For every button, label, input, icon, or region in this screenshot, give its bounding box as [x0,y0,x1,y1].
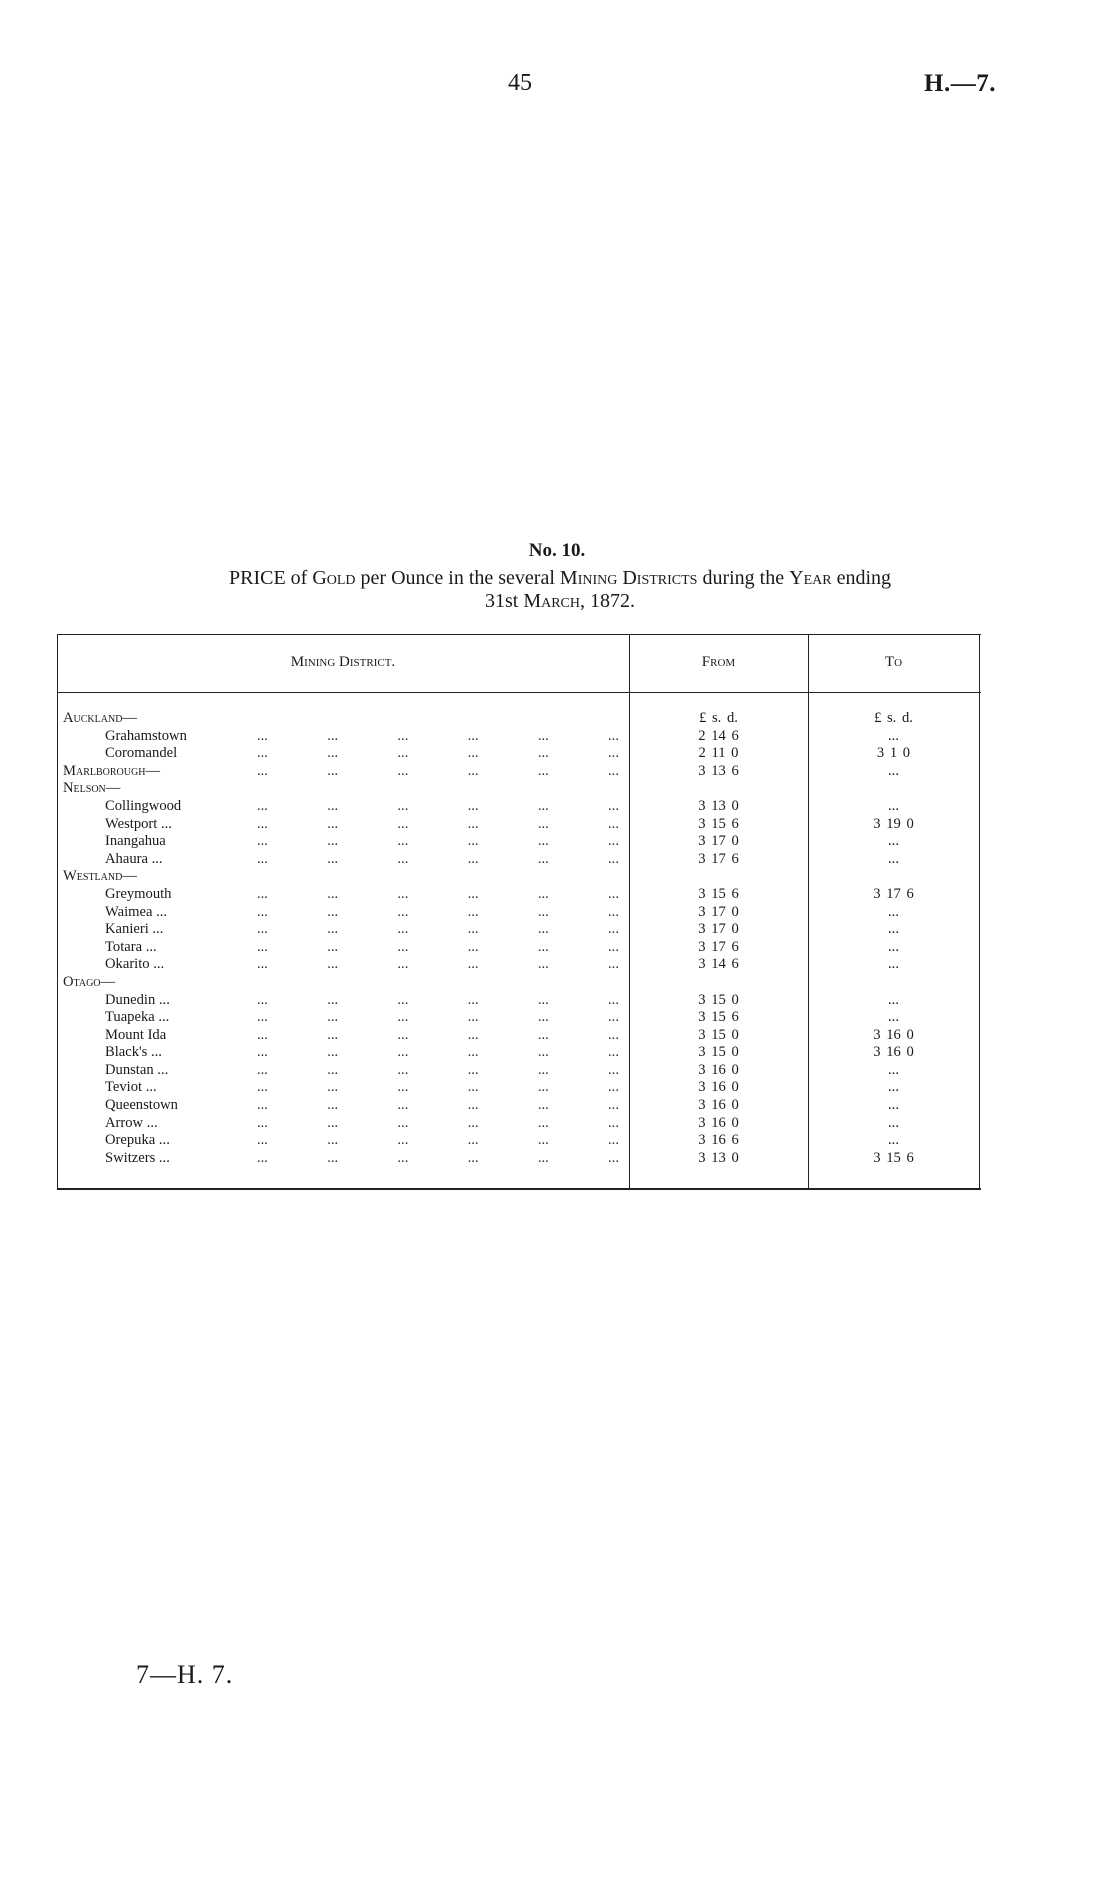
dot-leader: ... [537,815,549,832]
dot-leader: ... [397,1114,409,1131]
dot-leader: ... [467,1079,479,1096]
title-part: per Ounce in the several [355,567,560,589]
dot-leader: ... [467,1009,479,1026]
table-row [57,1009,981,1027]
dot-leader: ... [257,903,268,920]
dot-leader: ... [257,1044,268,1061]
dot-leader: ... [608,1097,619,1114]
dot-leader: ... [397,762,409,779]
price-from: 3 16 0 [698,1114,739,1131]
dot-leader: ... [537,903,549,920]
price-from: 3 17 0 [698,921,739,938]
dot-leader: ... [537,1009,549,1026]
dot-leader: ... [537,885,549,902]
dot-leader: ... [467,1061,479,1078]
district-name: Ahaura ... [105,850,163,867]
district-name: Dunedin ... [105,991,170,1008]
dot-leaders [257,1009,619,1027]
dot-leader: ... [397,1044,409,1061]
dot-leader: ... [257,745,268,762]
region-name: Westland— [63,868,137,885]
dot-leaders [257,1079,619,1097]
dot-leader: ... [467,991,479,1008]
dot-leader: ... [537,745,549,762]
district-name: Westport ... [105,815,172,832]
dot-leader: ... [608,1079,619,1096]
dot-leader: ... [327,762,339,779]
price-to: ... [888,762,899,779]
table-row [57,886,981,904]
dot-leader: ... [537,1079,549,1096]
table-row [57,868,981,886]
table-row [57,1044,981,1062]
dot-leaders [257,851,619,869]
dot-leader: ... [608,762,619,779]
price-from: 3 15 0 [698,1044,739,1061]
table-body [57,710,981,1167]
dot-leader: ... [327,921,339,938]
table-number: No. 10. [528,540,586,561]
table-row [57,1027,981,1045]
dot-leader: ... [327,885,339,902]
district-name: Teviot ... [105,1079,157,1096]
table-row [57,1132,981,1150]
dot-leaders [257,816,619,834]
price-from: 3 17 0 [698,833,739,850]
dot-leaders [257,1027,619,1045]
table-top-rule [57,634,981,635]
dot-leaders [257,1150,619,1168]
price-to: ... [888,991,899,1008]
title-part: March [523,590,581,612]
footer-signature: 7—H. 7. [136,1660,234,1689]
dot-leader: ... [467,833,479,850]
dot-leader: ... [257,1149,268,1166]
dot-leader: ... [467,727,479,744]
table-row [57,1062,981,1080]
price-to: 3 19 0 [873,815,914,832]
table-row [57,851,981,869]
dot-leader: ... [608,1061,619,1078]
district-name: Waimea ... [105,903,168,920]
dot-leader: ... [327,1097,339,1114]
district-name: Totara ... [105,938,157,955]
dot-leader: ... [257,956,268,973]
price-from: 3 16 0 [698,1061,739,1078]
dot-leader: ... [608,1114,619,1131]
dot-leader: ... [257,1097,268,1114]
dot-leaders [257,745,619,763]
table-row [57,1150,981,1168]
dot-leader: ... [397,903,409,920]
column-header-to: To [884,654,903,670]
dot-leader: ... [608,921,619,938]
dot-leader: ... [327,745,339,762]
table-row [57,974,981,992]
district-name: Queenstown [105,1097,178,1114]
dot-leader: ... [608,850,619,867]
dot-leaders [257,1044,619,1062]
district-name: Dunstan ... [105,1061,169,1078]
dot-leader: ... [608,903,619,920]
district-name: Switzers ... [105,1149,170,1166]
dot-leader: ... [327,1026,339,1043]
dot-leader: ... [537,1026,549,1043]
dot-leader: ... [608,1149,619,1166]
title-part: PRICE of [228,567,313,589]
dot-leader: ... [537,921,549,938]
price-to: ... [888,903,899,920]
district-name: Grahamstown [105,727,187,744]
dot-leader: ... [257,797,268,814]
table-row [57,956,981,974]
table-row [57,992,981,1010]
dot-leader: ... [327,956,339,973]
table-row [57,745,981,763]
dot-leader: ... [608,727,619,744]
price-to: ... [888,1079,899,1096]
table-row [57,1079,981,1097]
dot-leader: ... [537,833,549,850]
dot-leader: ... [397,1079,409,1096]
dot-leaders [257,833,619,851]
dot-leader: ... [537,850,549,867]
dot-leader: ... [608,1009,619,1026]
dot-leaders [257,798,619,816]
price-to: ... [888,1132,899,1149]
table-row [57,904,981,922]
title-part: Mining Districts [559,567,698,589]
table-row [57,780,981,798]
dot-leader: ... [397,850,409,867]
dot-leader: ... [327,938,339,955]
dot-leader: ... [397,1061,409,1078]
dot-leader: ... [608,1026,619,1043]
price-to: ... [888,833,899,850]
price-from: £ s. d. [699,710,738,726]
dot-leader: ... [537,956,549,973]
dot-leader: ... [257,938,268,955]
dot-leader: ... [608,885,619,902]
price-to: 3 17 6 [873,885,914,902]
dot-leader: ... [467,1097,479,1114]
price-to: 3 1 0 [876,745,911,762]
region-name: Nelson— [63,780,121,797]
price-from: 3 13 0 [698,1149,739,1166]
dot-leader: ... [257,1061,268,1078]
table-header-rule [57,692,981,693]
price-from: 3 15 0 [698,1026,739,1043]
dot-leader: ... [467,956,479,973]
title-part: Gold [312,567,356,589]
dot-leader: ... [608,1044,619,1061]
dot-leader: ... [397,1009,409,1026]
dot-leader: ... [537,727,549,744]
district-name: Collingwood [105,797,182,814]
dot-leader: ... [257,815,268,832]
dot-leader: ... [327,727,339,744]
dot-leader: ... [537,1061,549,1078]
dot-leader: ... [257,850,268,867]
price-to: ... [888,921,899,938]
price-from: 3 13 0 [698,797,739,814]
dot-leader: ... [608,815,619,832]
price-from: 3 16 0 [698,1079,739,1096]
dot-leaders [257,886,619,904]
dot-leader: ... [537,991,549,1008]
price-to: ... [888,797,899,814]
table-row [57,728,981,746]
dot-leader: ... [397,745,409,762]
table-row [57,816,981,834]
title-part: 31st [484,590,524,612]
district-name: Greymouth [105,885,172,902]
dot-leader: ... [397,727,409,744]
dot-leaders [257,763,619,781]
price-to: 3 16 0 [873,1026,914,1043]
dot-leader: ... [257,885,268,902]
price-to: £ s. d. [874,710,913,726]
dot-leader: ... [397,815,409,832]
dot-leaders [257,1062,619,1080]
table-row [57,921,981,939]
price-from: 3 15 6 [698,1009,739,1026]
dot-leader: ... [257,833,268,850]
district-name: Mount Ida [105,1026,167,1043]
dot-leader: ... [327,1149,339,1166]
dot-leader: ... [257,921,268,938]
dot-leader: ... [327,1132,339,1149]
price-from: 3 13 6 [698,762,739,779]
dot-leaders [257,956,619,974]
price-from: 3 14 6 [698,956,739,973]
price-to: 3 16 0 [873,1044,914,1061]
dot-leader: ... [467,903,479,920]
dot-leader: ... [397,797,409,814]
dot-leader: ... [327,903,339,920]
dot-leader: ... [327,833,339,850]
title-part: ending [831,567,892,589]
dot-leader: ... [608,745,619,762]
district-name: Inangahua [105,833,166,850]
district-name: Black's ... [105,1044,162,1061]
dot-leader: ... [608,991,619,1008]
dot-leaders [257,728,619,746]
table-row [57,763,981,781]
dot-leader: ... [608,938,619,955]
price-from: 3 17 6 [698,850,739,867]
dot-leader: ... [397,938,409,955]
district-name: Coromandel [105,745,178,762]
price-to: ... [888,727,899,744]
dot-leader: ... [537,1114,549,1131]
page-number: 45 [508,70,532,96]
dot-leaders [257,1115,619,1133]
dot-leader: ... [327,797,339,814]
dot-leaders [257,992,619,1010]
price-from: 3 17 6 [698,938,739,955]
title-part: Year [789,567,832,589]
dot-leader: ... [257,727,268,744]
dot-leader: ... [327,1009,339,1026]
dot-leader: ... [327,991,339,1008]
price-to: ... [888,1114,899,1131]
table-row [57,833,981,851]
table-row [57,1115,981,1133]
dot-leaders [257,904,619,922]
price-to: ... [888,1097,899,1114]
dot-leader: ... [537,1097,549,1114]
dot-leader: ... [467,1044,479,1061]
dot-leader: ... [467,762,479,779]
dot-leader: ... [257,1132,268,1149]
title-part: during the [697,567,790,589]
district-name: Kanieri ... [105,921,164,938]
dot-leader: ... [327,1061,339,1078]
dot-leader: ... [608,797,619,814]
price-from: 3 16 6 [698,1132,739,1149]
price-to: ... [888,850,899,867]
dot-leader: ... [537,1044,549,1061]
dot-leader: ... [327,1114,339,1131]
price-to: ... [888,938,899,955]
district-name: Okarito ... [105,956,165,973]
dot-leader: ... [397,1132,409,1149]
dot-leader: ... [537,1149,549,1166]
dot-leader: ... [257,1114,268,1131]
dot-leader: ... [467,797,479,814]
district-name: Arrow ... [105,1114,158,1131]
price-from: 3 15 0 [698,991,739,1008]
price-from: 3 17 0 [698,903,739,920]
region-name: Otago— [63,973,116,990]
dot-leader: ... [537,938,549,955]
price-to: 3 15 6 [873,1149,914,1166]
column-header-from: From [701,654,736,670]
price-to: ... [888,1009,899,1026]
dot-leader: ... [257,762,268,779]
dot-leader: ... [397,956,409,973]
price-from: 3 15 6 [698,815,739,832]
gold-price-table [57,634,981,1190]
dot-leader: ... [537,797,549,814]
table-row [57,710,981,728]
column-header-district: Mining District. [290,654,396,670]
dot-leader: ... [467,1149,479,1166]
dot-leader: ... [467,938,479,955]
dot-leader: ... [467,850,479,867]
table-title [60,567,1060,613]
dot-leader: ... [327,850,339,867]
region-name: Marlborough— [63,762,161,779]
dot-leader: ... [467,1132,479,1149]
district-name: Orepuka ... [105,1132,170,1149]
dot-leader: ... [257,991,268,1008]
table-bottom-rule [57,1188,981,1190]
dot-leader: ... [467,1026,479,1043]
price-from: 2 14 6 [698,727,739,744]
dot-leaders [257,1132,619,1150]
dot-leader: ... [608,956,619,973]
dot-leader: ... [397,885,409,902]
table-row [57,939,981,957]
price-from: 3 15 6 [698,885,739,902]
dot-leader: ... [608,833,619,850]
dot-leader: ... [467,815,479,832]
dot-leader: ... [537,762,549,779]
dot-leader: ... [397,833,409,850]
price-to: ... [888,956,899,973]
dot-leaders [257,921,619,939]
document-reference: H.—7. [924,70,996,97]
table-row [57,1097,981,1115]
district-name: Tuapeka ... [105,1009,170,1026]
dot-leader: ... [467,921,479,938]
price-from: 3 16 0 [698,1097,739,1114]
dot-leader: ... [397,991,409,1008]
region-name: Auckland— [63,710,138,726]
dot-leaders [257,1097,619,1115]
dot-leader: ... [537,1132,549,1149]
dot-leader: ... [327,815,339,832]
title-part: , 1872. [580,590,636,612]
dot-leader: ... [257,1079,268,1096]
dot-leader: ... [467,885,479,902]
dot-leader: ... [467,745,479,762]
dot-leader: ... [397,1149,409,1166]
dot-leader: ... [397,1026,409,1043]
dot-leader: ... [397,921,409,938]
price-from: 2 11 0 [698,745,739,762]
dot-leader: ... [327,1079,339,1096]
dot-leader: ... [257,1026,268,1043]
price-to: ... [888,1061,899,1078]
table-row [57,798,981,816]
dot-leader: ... [467,1114,479,1131]
dot-leader: ... [397,1097,409,1114]
dot-leaders [257,939,619,957]
dot-leader: ... [257,1009,268,1026]
dot-leader: ... [608,1132,619,1149]
dot-leader: ... [327,1044,339,1061]
